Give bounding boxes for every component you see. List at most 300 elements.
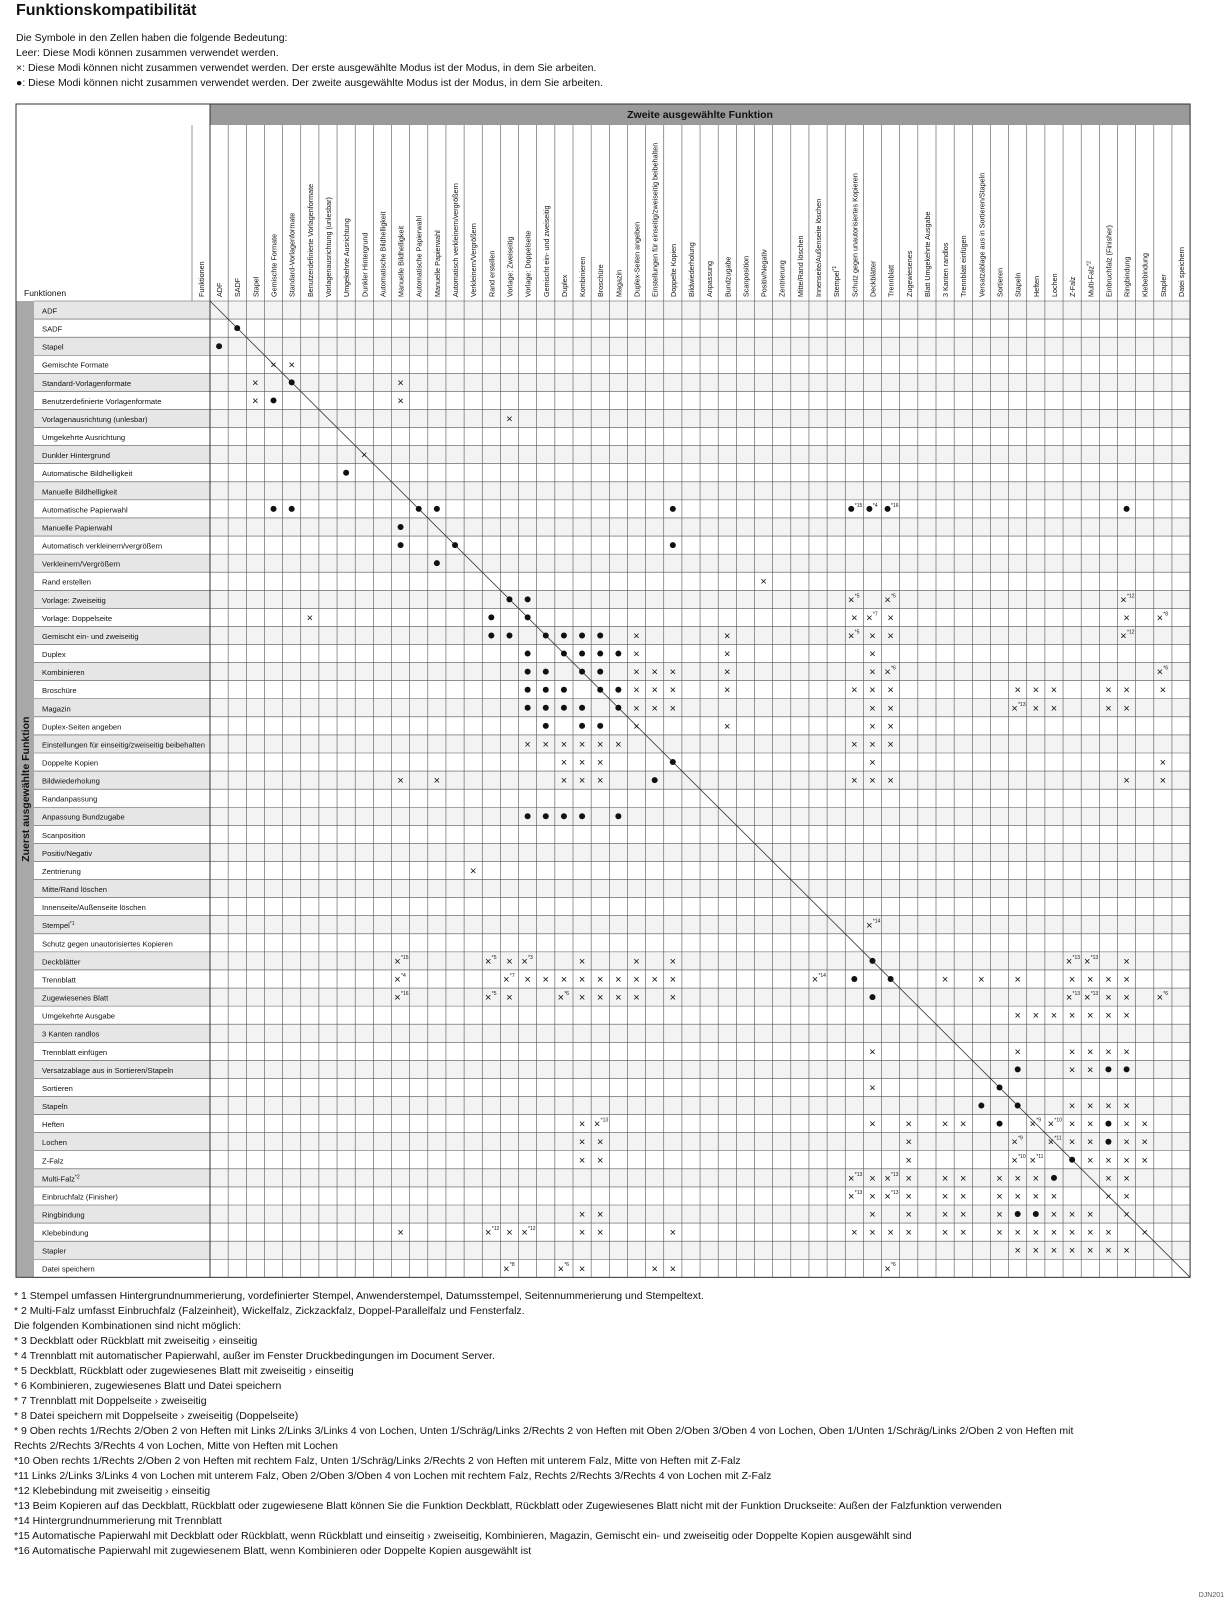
footnote: *16 Automatische Papierwahl mit zugewiesenem Blatt, wenn Kombinieren oder Doppelte Kopien ausgewählt ist xyxy=(14,1545,532,1557)
first-function-header: Zuerst ausgewählte Funktion xyxy=(20,716,32,862)
row-label: Ringbindung xyxy=(42,1210,85,1220)
incompatible-cross: × xyxy=(887,630,894,643)
footnote: Rechts 2/Rechts 3/Rechts 4 von Lochen, Mitte von Heften mit Lochen xyxy=(14,1440,338,1452)
incompatible-cross: × xyxy=(1068,1136,1076,1149)
incompatible-cross: × xyxy=(1159,684,1167,697)
incompatible-dot xyxy=(597,687,603,693)
legend-dot: ●: Diese Modi können nicht zusammen verwendet werden. Der zweite ausgewählte Modus ist der Modus, in dem Sie arbeiten. xyxy=(16,77,604,89)
incompatible-cross: × xyxy=(1087,1100,1094,1113)
incompatible-dot xyxy=(452,542,458,548)
incompatible-cross: × xyxy=(397,395,404,408)
incompatible-dot xyxy=(579,813,585,819)
incompatible-dot xyxy=(869,994,875,1000)
incompatible-cross: × xyxy=(1050,702,1058,715)
incompatible-cross: × xyxy=(1105,684,1112,697)
incompatible-dot xyxy=(561,687,567,693)
incompatible-dot xyxy=(488,632,494,638)
funktionen-label: Funktionen xyxy=(24,288,67,298)
incompatible-dot xyxy=(597,632,603,638)
cell-footnote-ref: *5 xyxy=(854,629,860,636)
incompatible-cross: × xyxy=(651,684,658,697)
incompatible-cross: × xyxy=(1029,1118,1036,1131)
incompatible-dot xyxy=(398,542,404,548)
row-label: Klebebindung xyxy=(42,1228,89,1238)
incompatible-dot xyxy=(398,524,404,530)
incompatible-cross: × xyxy=(557,1263,565,1276)
incompatible-dot xyxy=(851,976,857,982)
incompatible-cross: × xyxy=(760,576,767,589)
row-label: Zentrierung xyxy=(42,866,81,876)
row-label: Trennblatt einfügen xyxy=(42,1047,108,1057)
incompatible-cross: × xyxy=(270,359,277,372)
incompatible-cross: × xyxy=(1123,612,1130,625)
incompatible-cross: × xyxy=(941,1118,949,1131)
column-header: Stempel$^{*1}$ xyxy=(832,265,842,297)
incompatible-cross: × xyxy=(1141,1118,1148,1131)
incompatible-cross: × xyxy=(597,738,604,751)
incompatible-dot xyxy=(579,669,585,675)
row-label: Gemischt ein- und zweiseitig xyxy=(42,631,139,641)
row-label: Zugewiesenes Blatt xyxy=(42,993,109,1003)
incompatible-cross: × xyxy=(1050,1227,1058,1240)
row-label: Positiv/Negativ xyxy=(42,848,93,858)
cell-footnote-ref: *13 xyxy=(1090,991,1099,998)
incompatible-dot xyxy=(1015,1211,1021,1217)
incompatible-cross: × xyxy=(615,992,622,1005)
incompatible-cross: × xyxy=(848,594,855,607)
incompatible-cross: × xyxy=(1105,1190,1112,1203)
incompatible-dot xyxy=(506,596,512,602)
incompatible-cross: × xyxy=(1068,974,1076,986)
incompatible-dot xyxy=(597,651,603,657)
incompatible-cross: × xyxy=(1087,1046,1094,1059)
incompatible-cross: × xyxy=(485,1227,492,1240)
incompatible-cross: × xyxy=(669,974,677,986)
incompatible-cross: × xyxy=(578,1209,586,1222)
incompatible-cross: × xyxy=(1123,702,1130,715)
incompatible-cross: × xyxy=(960,1227,967,1240)
incompatible-cross: × xyxy=(1032,702,1040,715)
incompatible-cross: × xyxy=(1105,1245,1112,1258)
incompatible-cross: × xyxy=(633,666,640,679)
incompatible-cross: × xyxy=(1120,594,1127,607)
incompatible-dot xyxy=(997,1084,1003,1090)
column-header: Duplex-Seiten angeben xyxy=(632,221,642,297)
incompatible-cross: × xyxy=(724,720,731,733)
incompatible-cross: × xyxy=(651,666,658,679)
row-label: Scanposition xyxy=(42,830,86,840)
column-header: Bildwiederholung xyxy=(686,242,696,297)
row-label: Umgekehrte Ausgabe xyxy=(42,1011,116,1021)
column-header: Gemischt ein- und zweiseitig xyxy=(541,205,551,297)
incompatible-cross: × xyxy=(1105,1100,1112,1113)
incompatible-cross: × xyxy=(869,630,876,643)
row-label: Multi-Falz$^{*2}$ xyxy=(42,1174,80,1184)
incompatible-cross: × xyxy=(306,612,314,625)
incompatible-cross: × xyxy=(433,775,441,788)
incompatible-cross: × xyxy=(1032,684,1040,697)
incompatible-cross: × xyxy=(1050,1209,1058,1222)
column-header: SADF xyxy=(233,277,243,297)
incompatible-cross: × xyxy=(1014,1046,1021,1059)
incompatible-dot xyxy=(1069,1157,1075,1163)
column-header: Stapler xyxy=(1158,274,1168,297)
incompatible-cross: × xyxy=(524,974,531,986)
column-header: Positiv/Negativ xyxy=(759,249,769,297)
footnote: Die folgenden Kombinationen sind nicht möglich: xyxy=(14,1320,242,1332)
incompatible-cross: × xyxy=(651,1263,658,1276)
incompatible-cross: × xyxy=(394,955,401,968)
column-header: Stapeln xyxy=(1013,272,1023,297)
column-header: Lochen xyxy=(1049,273,1059,297)
row-label: Magazin xyxy=(42,704,71,714)
row-label: Randanpassung xyxy=(42,794,98,804)
incompatible-cross: × xyxy=(578,1154,586,1167)
incompatible-cross: × xyxy=(469,865,477,878)
incompatible-cross: × xyxy=(1123,1154,1130,1167)
column-header: Vorlage: Doppelseite xyxy=(523,230,533,297)
incompatible-dot xyxy=(615,651,621,657)
row-label: Einstellungen für einseitig/zweiseitig beibehalten xyxy=(42,740,205,750)
incompatible-cross: × xyxy=(887,720,894,733)
incompatible-cross: × xyxy=(869,702,876,715)
incompatible-dot xyxy=(289,506,295,512)
incompatible-cross: × xyxy=(1068,1100,1076,1113)
column-header: Trennblatt xyxy=(886,264,896,297)
column-header: Vorlagenausrichtung (unlesbar) xyxy=(323,197,333,297)
incompatible-cross: × xyxy=(1087,1118,1094,1131)
incompatible-cross: × xyxy=(941,1190,949,1203)
incompatible-cross: × xyxy=(651,974,658,986)
footnote: * 6 Kombinieren, zugewiesenes Blatt und Datei speichern xyxy=(14,1380,282,1392)
incompatible-dot xyxy=(561,813,567,819)
incompatible-cross: × xyxy=(1047,1118,1055,1131)
cell-footnote-ref: *5 xyxy=(491,991,497,998)
incompatible-dot xyxy=(434,560,440,566)
incompatible-dot xyxy=(670,759,676,765)
column-header: Verkleinern/Vergrößern xyxy=(469,223,479,297)
incompatible-cross: × xyxy=(597,1136,604,1149)
incompatible-dot xyxy=(885,506,891,512)
incompatible-cross: × xyxy=(905,1154,912,1167)
cell-footnote-ref: *13 xyxy=(600,1117,609,1124)
footnote: *10 Oben rechts 1/Rechts 2/Oben 2 von Heften mit rechtem Falz, Unten 1/Schräg/Links 2/Rechts 2 von Heften mit unterem Falz, Mitte von Heften mit Z-Falz xyxy=(14,1455,741,1467)
incompatible-cross: × xyxy=(724,684,731,697)
incompatible-cross: × xyxy=(960,1118,967,1131)
incompatible-cross: × xyxy=(615,738,622,751)
incompatible-cross: × xyxy=(887,612,894,625)
cell-footnote-ref: *5 xyxy=(854,593,860,600)
incompatible-cross: × xyxy=(869,720,876,733)
incompatible-cross: × xyxy=(1123,775,1130,788)
incompatible-cross: × xyxy=(578,738,586,751)
incompatible-dot xyxy=(543,669,549,675)
incompatible-dot xyxy=(579,632,585,638)
row-label: Umgekehrte Ausrichtung xyxy=(42,433,126,443)
cell-footnote-ref: *16 xyxy=(891,502,899,509)
incompatible-dot xyxy=(543,813,549,819)
row-label: Anpassung Bundzugabe xyxy=(42,812,125,822)
incompatible-cross: × xyxy=(724,666,731,679)
incompatible-cross: × xyxy=(941,1209,949,1222)
incompatible-cross: × xyxy=(1014,1010,1021,1023)
column-header: 3 Kanten randlos xyxy=(941,242,951,297)
incompatible-cross: × xyxy=(1065,955,1073,968)
incompatible-dot xyxy=(343,470,349,476)
incompatible-cross: × xyxy=(521,955,528,968)
column-header: Zentrierung xyxy=(777,260,787,297)
incompatible-dot xyxy=(1015,1066,1021,1072)
incompatible-cross: × xyxy=(1032,1190,1040,1203)
incompatible-cross: × xyxy=(1014,974,1021,986)
incompatible-cross: × xyxy=(1068,1227,1076,1240)
incompatible-dot xyxy=(525,596,531,602)
incompatible-cross: × xyxy=(1141,1136,1148,1149)
row-label: Stapeln xyxy=(42,1102,68,1112)
cell-footnote-ref: *12 xyxy=(528,1226,536,1233)
cell-footnote-ref: *8 xyxy=(1163,611,1169,618)
incompatible-cross: × xyxy=(941,1172,949,1185)
cell-footnote-ref: *7 xyxy=(509,972,515,979)
incompatible-cross: × xyxy=(887,684,894,697)
column-header: Scanposition xyxy=(741,255,751,297)
incompatible-cross: × xyxy=(869,1118,876,1131)
row-label: Deckblätter xyxy=(42,957,81,967)
column-header: Doppelte Kopien xyxy=(668,243,678,297)
cell-footnote-ref: *12 xyxy=(1127,593,1135,600)
incompatible-cross: × xyxy=(633,630,640,643)
incompatible-cross: × xyxy=(560,738,568,751)
incompatible-dot xyxy=(271,506,277,512)
column-header: Einbruchfalz (Finisher) xyxy=(1104,225,1114,297)
incompatible-cross: × xyxy=(1050,684,1058,697)
incompatible-cross: × xyxy=(1105,1227,1112,1240)
cell-footnote-ref: *6 xyxy=(564,991,570,998)
incompatible-cross: × xyxy=(851,1227,858,1240)
page-title: Funktionskompatibilität xyxy=(16,2,197,19)
incompatible-cross: × xyxy=(1105,1010,1112,1023)
incompatible-dot xyxy=(525,651,531,657)
row-label: Automatische Papierwahl xyxy=(42,505,128,515)
incompatible-cross: × xyxy=(597,757,604,770)
incompatible-cross: × xyxy=(1156,992,1164,1005)
column-header: Heften xyxy=(1031,275,1041,297)
incompatible-cross: × xyxy=(524,738,531,751)
row-label: Rand erstellen xyxy=(42,577,91,587)
incompatible-cross: × xyxy=(1123,1209,1130,1222)
incompatible-cross: × xyxy=(1123,1190,1130,1203)
row-label: Doppelte Kopien xyxy=(42,758,99,768)
incompatible-dot xyxy=(525,705,531,711)
incompatible-dot xyxy=(1105,1066,1111,1072)
incompatible-cross: × xyxy=(597,974,604,986)
incompatible-cross: × xyxy=(1032,1245,1040,1258)
incompatible-cross: × xyxy=(1087,1209,1094,1222)
column-header: Datei speichern xyxy=(1177,247,1187,297)
incompatible-cross: × xyxy=(503,974,510,986)
incompatible-cross: × xyxy=(633,974,640,986)
incompatible-cross: × xyxy=(1156,666,1164,679)
incompatible-cross: × xyxy=(1068,1010,1076,1023)
incompatible-cross: × xyxy=(869,1082,876,1095)
column-header: Standard-Vorlagenformate xyxy=(287,212,297,297)
incompatible-cross: × xyxy=(1068,1209,1076,1222)
column-header: Stapel xyxy=(251,276,261,297)
incompatible-cross: × xyxy=(506,1227,513,1240)
incompatible-cross: × xyxy=(1087,974,1094,986)
cell-footnote-ref: *9 xyxy=(1018,1135,1023,1142)
incompatible-dot xyxy=(525,669,531,675)
column-header: Schutz gegen unautorisiertes Kopieren xyxy=(850,173,860,297)
incompatible-cross: × xyxy=(593,1118,601,1131)
incompatible-cross: × xyxy=(597,1209,604,1222)
column-header: Multi-Falz$^{*2}$ xyxy=(1086,261,1096,297)
incompatible-cross: × xyxy=(669,1263,677,1276)
column-header: Klebebindung xyxy=(1140,253,1150,297)
incompatible-cross: × xyxy=(578,775,586,788)
incompatible-cross: × xyxy=(869,738,876,751)
row-label: Verkleinern/Vergrößern xyxy=(42,559,121,569)
row-label: Stapler xyxy=(42,1246,67,1256)
incompatible-cross: × xyxy=(869,1190,876,1203)
row-label: Innenseite/Außenseite löschen xyxy=(42,903,146,913)
incompatible-cross: × xyxy=(1105,992,1112,1005)
cell-footnote-ref: *6 xyxy=(891,1262,896,1269)
row-label: Kombinieren xyxy=(42,668,85,678)
incompatible-cross: × xyxy=(578,992,586,1005)
row-label: Mitte/Rand löschen xyxy=(42,885,108,895)
footnote: * 4 Trennblatt mit automatischer Papierwahl, außer im Fenster Druckbedingungen im Document Server. xyxy=(14,1350,495,1362)
incompatible-cross: × xyxy=(669,702,677,715)
row-label: Versatzablage aus in Sortieren/Stapeln xyxy=(42,1065,174,1075)
incompatible-cross: × xyxy=(905,1136,912,1149)
row-label: Stempel$^{*1}$ xyxy=(42,921,75,931)
row-label: Stapel xyxy=(42,342,64,352)
incompatible-cross: × xyxy=(866,612,873,625)
incompatible-cross: × xyxy=(869,757,876,770)
incompatible-cross: × xyxy=(905,1190,912,1203)
incompatible-cross: × xyxy=(578,1263,586,1276)
column-header: Funktionen xyxy=(197,261,206,297)
incompatible-dot xyxy=(289,379,295,385)
incompatible-dot xyxy=(488,614,494,620)
row-label: Dunkler Hintergrund xyxy=(42,451,110,461)
incompatible-dot xyxy=(997,1121,1003,1127)
incompatible-dot xyxy=(652,777,658,783)
column-header: Versatzablage aus in Sortieren/Stapeln xyxy=(977,172,987,297)
incompatible-dot xyxy=(579,651,585,657)
incompatible-dot xyxy=(615,705,621,711)
incompatible-cross: × xyxy=(669,684,677,697)
incompatible-cross: × xyxy=(578,974,586,986)
row-label: Schutz gegen unautorisiertes Kopieren xyxy=(42,939,173,949)
incompatible-cross: × xyxy=(633,720,640,733)
incompatible-cross: × xyxy=(1068,1245,1076,1258)
cell-footnote-ref: *6 xyxy=(1163,665,1169,672)
incompatible-cross: × xyxy=(1068,1118,1076,1131)
incompatible-dot xyxy=(1051,1175,1057,1181)
incompatible-dot xyxy=(1105,1121,1111,1127)
incompatible-cross: × xyxy=(1087,1245,1094,1258)
incompatible-cross: × xyxy=(1032,1172,1040,1185)
cell-footnote-ref: *13 xyxy=(1090,954,1099,961)
cell-footnote-ref: *10 xyxy=(1054,1117,1062,1124)
incompatible-dot xyxy=(579,705,585,711)
incompatible-dot xyxy=(597,669,603,675)
incompatible-dot xyxy=(848,506,854,512)
row-label: Gemischte Formate xyxy=(42,360,109,370)
incompatible-cross: × xyxy=(1123,1046,1130,1059)
incompatible-cross: × xyxy=(869,1227,876,1240)
footnote: * 2 Multi-Falz umfasst Einbruchfalz (Falzeinheit), Wickelfalz, Zickzackfalz, Doppel-Parallelfalz und Fensterfalz. xyxy=(14,1305,525,1317)
incompatible-dot xyxy=(234,325,240,331)
column-header: Magazin xyxy=(614,269,624,297)
footnote: * 1 Stempel umfassen Hintergrundnummerierung, vordefinierter Stempel, Anwenderstempel, Datumsstempel, Seitennummerierung und Stempeltext. xyxy=(14,1290,704,1302)
incompatible-cross: × xyxy=(811,974,819,986)
incompatible-dot xyxy=(543,687,549,693)
incompatible-cross: × xyxy=(1014,1172,1021,1185)
footnote: * 3 Deckblatt oder Rückblatt mit zweiseitig › einseitig xyxy=(14,1335,258,1347)
incompatible-dot xyxy=(543,632,549,638)
incompatible-cross: × xyxy=(485,955,492,968)
incompatible-cross: × xyxy=(397,377,404,390)
incompatible-cross: × xyxy=(996,1227,1003,1240)
incompatible-cross: × xyxy=(1014,1227,1021,1240)
row-label: Trennblatt xyxy=(42,975,76,985)
incompatible-cross: × xyxy=(1011,702,1018,715)
incompatible-cross: × xyxy=(597,1227,604,1240)
incompatible-cross: × xyxy=(1123,1100,1130,1113)
column-header: Manuelle Bildhelligkeit xyxy=(396,225,406,297)
incompatible-cross: × xyxy=(651,702,658,715)
incompatible-cross: × xyxy=(669,666,677,679)
incompatible-cross: × xyxy=(1123,1172,1130,1185)
column-header: Benutzerdefinierte Vorlagenformate xyxy=(305,183,315,297)
incompatible-cross: × xyxy=(960,1209,967,1222)
incompatible-cross: × xyxy=(1014,684,1021,697)
incompatible-cross: × xyxy=(1050,1245,1058,1258)
incompatible-cross: × xyxy=(1120,630,1127,643)
incompatible-cross: × xyxy=(869,775,876,788)
row-label: Vorlagenausrichtung (unlesbar) xyxy=(42,414,148,424)
column-header: Trennblatt einfügen xyxy=(959,235,969,297)
incompatible-cross: × xyxy=(1123,684,1130,697)
incompatible-cross: × xyxy=(633,955,640,968)
legend-intro: Die Symbole in den Zellen haben die folgende Bedeutung: xyxy=(16,32,288,44)
column-header: Deckblätter xyxy=(868,260,878,297)
cell-footnote-ref: *5 xyxy=(891,593,896,600)
column-header: Automatisch verkleinern/vergrößern xyxy=(451,183,461,297)
incompatible-dot xyxy=(579,723,585,729)
incompatible-cross: × xyxy=(941,1227,949,1240)
column-header: Umgekehrte Ausrichtung xyxy=(342,218,352,297)
incompatible-cross: × xyxy=(887,1227,894,1240)
incompatible-cross: × xyxy=(851,684,858,697)
incompatible-cross: × xyxy=(1105,702,1112,715)
cell-footnote-ref: *14 xyxy=(872,918,881,925)
incompatible-cross: × xyxy=(252,377,259,390)
incompatible-dot xyxy=(561,705,567,711)
incompatible-cross: × xyxy=(869,1046,876,1059)
incompatible-cross: × xyxy=(1014,1245,1021,1258)
row-label: Standard-Vorlagenformate xyxy=(42,378,132,388)
incompatible-cross: × xyxy=(1068,1064,1076,1077)
incompatible-dot xyxy=(271,397,277,403)
cell-footnote-ref: *8 xyxy=(509,1262,515,1269)
incompatible-cross: × xyxy=(1156,612,1164,625)
footnote: *11 Links 2/Links 3/Links 4 von Lochen mit unterem Falz, Oben 2/Oben 3/Oben 4 von Lochen mit rechtem Falz, Rechts 2/Rechts 3/Rechts 4 von Lochen mit Z-Falz xyxy=(14,1470,772,1482)
incompatible-cross: × xyxy=(669,955,677,968)
